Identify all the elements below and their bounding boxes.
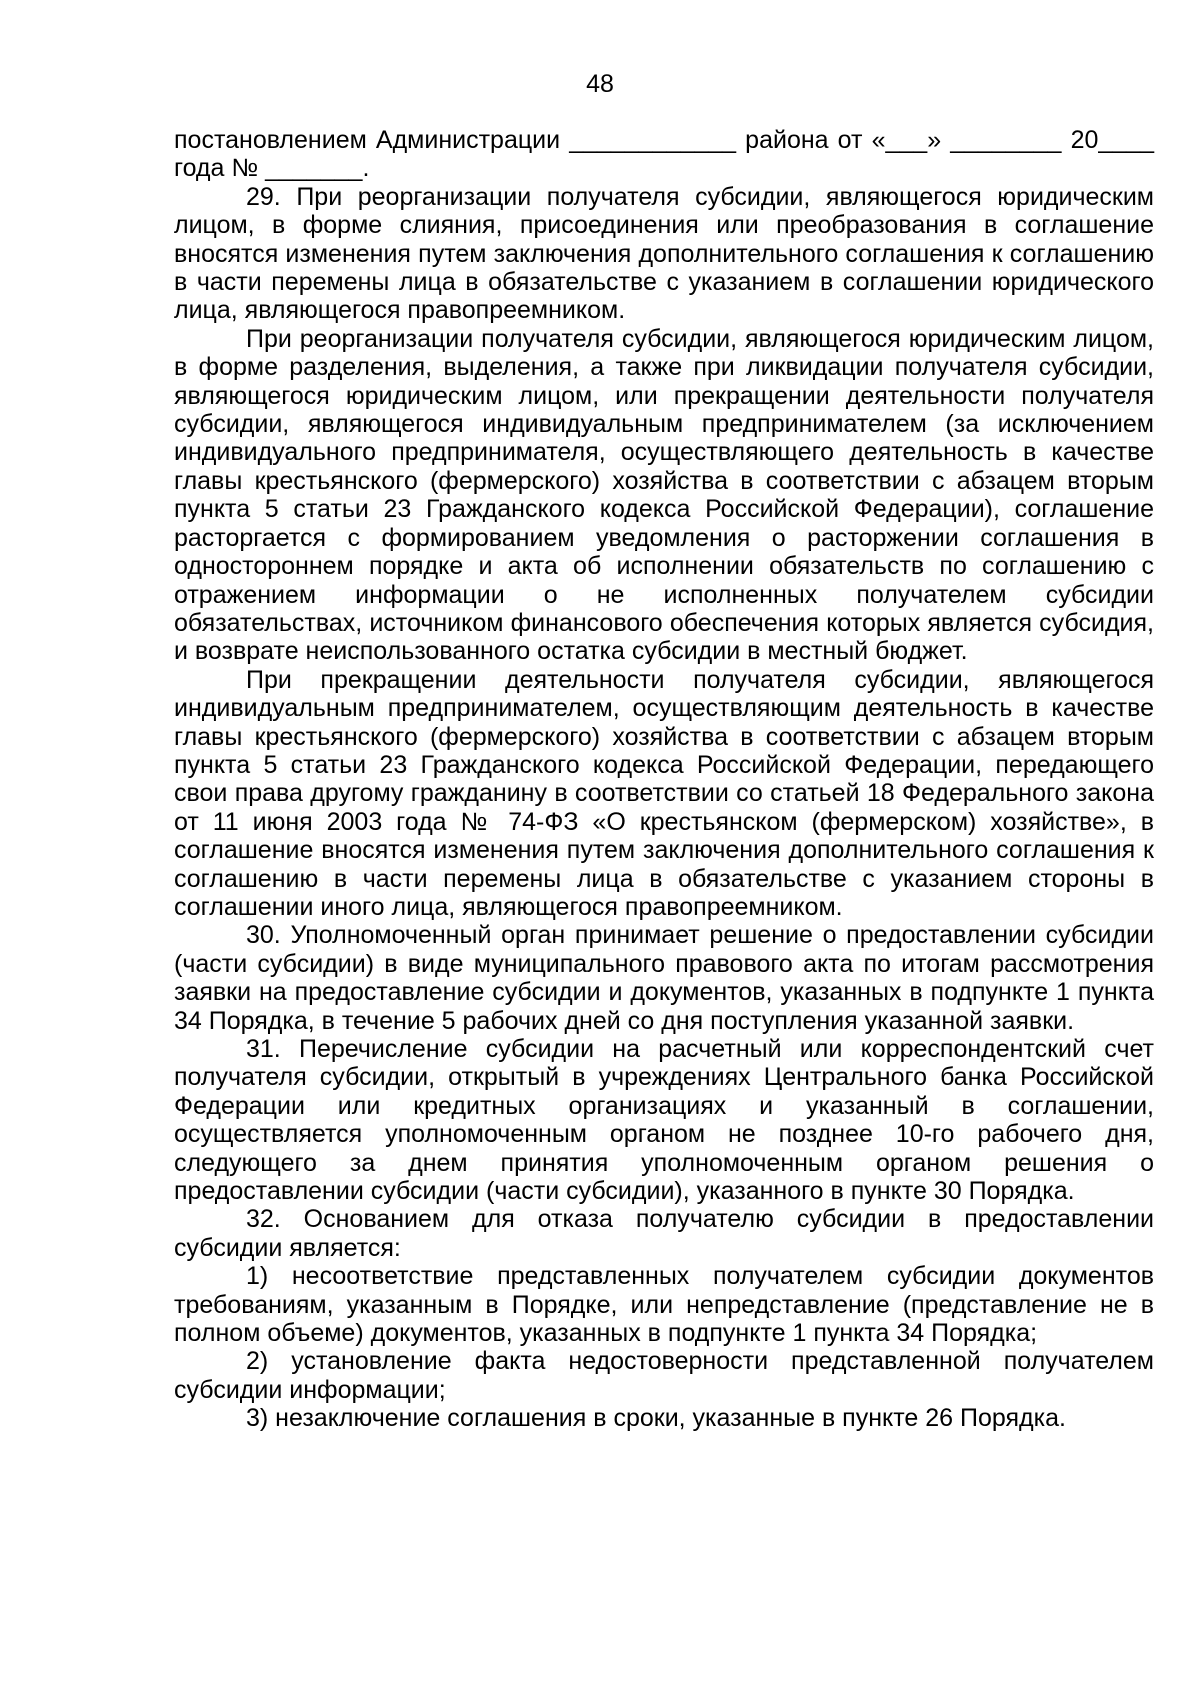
document-body — [174, 126, 1154, 1433]
paragraph-farm-termination: При прекращении деятельности получателя субсидии, являющегося индивидуальным предпринимателем, осуществляющим деятельность в качестве главы крестьянского (фермерского) хозяйства в соответствии с абзацем вторым пункта 5 статьи 23 Гражданского кодекса Российской Федерации, передающего свои права другому гражданину в соответствии со статьей 18 Федерального закона от 11 июня 2003 года № 74-ФЗ «О крестьянском (фермерском) хозяйстве», в соглашение вносятся изменения путем заключения дополнительного соглашения к соглашению в части перемены лица в обязательстве с указанием стороны в соглашении иного лица, являющегося правопреемником. — [174, 665, 1154, 921]
list-item-1: 1) несоответствие представленных получателем субсидии документов требованиям, указанным в Порядке, или непредставление (представление не в полном объеме) документов, указанных в подпункте 1 пункта 34 Порядка; — [174, 1262, 1154, 1348]
paragraph-continuation: постановлением Администрации ____________ района от «___» ________ 20____ года № _______. — [174, 126, 1154, 183]
paragraph-item-31: 31. Перечисление субсидии на расчетный или корреспондентский счет получателя субсидии, открытый в учреждениях Центрального банка Российской Федерации или кредитных организациях и указанный в соглашении, осуществляется уполномоченным органом не позднее 10-го рабочего дня, следующего за днем принятия уполномоченным органом решения о предоставлении субсидии (части субсидии), указанного в пункте 30 Порядка. — [174, 1035, 1154, 1206]
paragraph-item-29: 29. При реорганизации получателя субсидии, являющегося юридическим лицом, в форме слияния, присоединения или преобразования в соглашение вносятся изменения путем заключения дополнительного соглашения к соглашению в части перемены лица в обязательстве с указанием в соглашении юридического лица, являющегося правопреемником. — [174, 182, 1154, 325]
list-item-2: 2) установление факта недостоверности представленной получателем субсидии информации; — [174, 1347, 1154, 1404]
paragraph-item-32: 32. Основанием для отказа получателю субсидии в предоставлении субсидии является: — [174, 1205, 1154, 1262]
paragraph-reorganization-division: При реорганизации получателя субсидии, являющегося юридическим лицом, в форме разделения, выделения, а также при ликвидации получателя субсидии, являющегося юридическим лицом, или прекращении деятельности получателя субсидии, являющегося индивидуальным предпринимателем (за исключением индивидуального предпринимателя, осуществляющего деятельность в качестве главы крестьянского (фермерского) хозяйства в соответствии с абзацем вторым пункта 5 статьи 23 Гражданского кодекса Российской Федерации), соглашение расторгается с формированием уведомления о расторжении соглашения в одностороннем порядке и акта об исполнении обязательств по соглашению с отражением информации о не исполненных получателем субсидии обязательствах, источником финансового обеспечения которых является субсидия, и возврате неиспользованного остатка субсидии в местный бюджет. — [174, 324, 1154, 666]
list-item-3: 3) незаключение соглашения в сроки, указанные в пункте 26 Порядка. — [246, 1404, 1066, 1433]
page-number: 48 — [586, 70, 614, 98]
paragraph-item-30: 30. Уполномоченный орган принимает решение о предоставлении субсидии (части субсидии) в виде муниципального правового акта по итогам рассмотрения заявки на предоставление субсидии и документов, указанных в подпункте 1 пункта 34 Порядка, в течение 5 рабочих дней со дня поступления указанной заявки. — [174, 921, 1154, 1035]
